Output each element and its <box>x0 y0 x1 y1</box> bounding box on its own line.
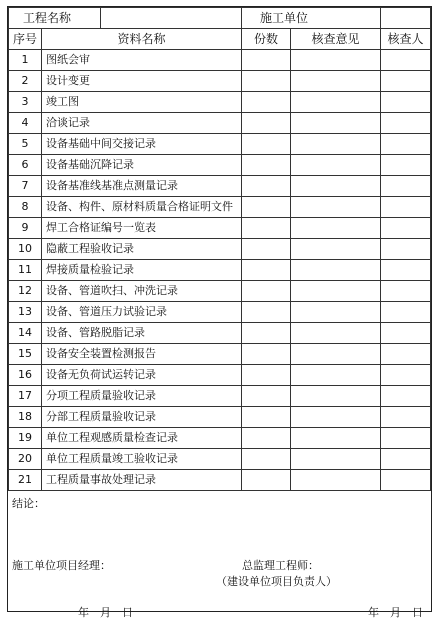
row-checker-cell[interactable] <box>381 302 431 323</box>
row-number: 9 <box>9 218 42 239</box>
row-copies-cell[interactable] <box>242 302 291 323</box>
row-doc-name: 设备、管路脱脂记录 <box>42 323 242 344</box>
row-opinion-cell[interactable] <box>291 71 381 92</box>
table-row <box>9 449 431 470</box>
row-opinion-cell[interactable] <box>291 365 381 386</box>
row-number: 6 <box>9 155 42 176</box>
table-row <box>9 239 431 260</box>
row-number: 20 <box>9 449 42 470</box>
row-number: 4 <box>9 113 42 134</box>
row-checker-cell[interactable] <box>381 134 431 155</box>
row-copies-cell[interactable] <box>242 260 291 281</box>
row-copies-cell[interactable] <box>242 281 291 302</box>
date-left: 年 月 日 <box>78 606 133 619</box>
row-doc-name: 设备无负荷试运转记录 <box>42 365 242 386</box>
row-doc-name: 设备基础沉降记录 <box>42 155 242 176</box>
row-number: 1 <box>9 50 42 71</box>
row-number: 2 <box>9 71 42 92</box>
conclusion-label: 结论： <box>12 497 45 510</box>
project-info-row <box>9 8 431 29</box>
col-opinion-header: 核查意见 <box>291 29 381 50</box>
row-checker-cell[interactable] <box>381 218 431 239</box>
row-checker-cell[interactable] <box>381 344 431 365</box>
row-doc-name: 竣工图 <box>42 92 242 113</box>
row-checker-cell[interactable] <box>381 470 431 491</box>
row-copies-cell[interactable] <box>242 92 291 113</box>
signature-section <box>8 491 431 627</box>
row-checker-cell[interactable] <box>381 71 431 92</box>
row-copies-cell[interactable] <box>242 113 291 134</box>
checklist-form <box>7 6 432 619</box>
row-doc-name: 设备、管道压力试验记录 <box>42 302 242 323</box>
row-doc-name: 设备基准线基准点测量记录 <box>42 176 242 197</box>
row-copies-cell[interactable] <box>242 386 291 407</box>
row-number: 19 <box>9 428 42 449</box>
row-doc-name: 设备、管道吹扫、冲洗记录 <box>42 281 242 302</box>
owner-rep-label: （建设单位项目负责人） <box>216 575 337 588</box>
row-checker-cell[interactable] <box>381 428 431 449</box>
row-doc-name: 隐蔽工程验收记录 <box>42 239 242 260</box>
row-checker-cell[interactable] <box>381 50 431 71</box>
row-opinion-cell[interactable] <box>291 218 381 239</box>
table-row <box>9 302 431 323</box>
row-number: 8 <box>9 197 42 218</box>
contractor-manager-label: 施工单位项目经理： <box>12 559 111 572</box>
row-opinion-cell[interactable] <box>291 113 381 134</box>
table-row <box>9 365 431 386</box>
row-opinion-cell[interactable] <box>291 260 381 281</box>
row-opinion-cell[interactable] <box>291 470 381 491</box>
row-number: 21 <box>9 470 42 491</box>
row-number: 7 <box>9 176 42 197</box>
row-opinion-cell[interactable] <box>291 92 381 113</box>
row-copies-cell[interactable] <box>242 176 291 197</box>
table-row <box>9 260 431 281</box>
date-right: 年 月 日 <box>368 606 423 619</box>
table-row <box>9 470 431 491</box>
row-opinion-cell[interactable] <box>291 323 381 344</box>
row-opinion-cell[interactable] <box>291 155 381 176</box>
row-copies-cell[interactable] <box>242 134 291 155</box>
row-checker-cell[interactable] <box>381 386 431 407</box>
row-checker-cell[interactable] <box>381 407 431 428</box>
row-copies-cell[interactable] <box>242 50 291 71</box>
row-copies-cell[interactable] <box>242 239 291 260</box>
table-row <box>9 323 431 344</box>
row-copies-cell[interactable] <box>242 470 291 491</box>
row-copies-cell[interactable] <box>242 344 291 365</box>
table-row <box>9 134 431 155</box>
chief-supervisor-label: 总监理工程师： <box>242 559 319 572</box>
row-doc-name: 设计变更 <box>42 71 242 92</box>
table-row <box>9 281 431 302</box>
row-number: 3 <box>9 92 42 113</box>
row-checker-cell[interactable] <box>381 197 431 218</box>
row-doc-name: 设备基础中间交接记录 <box>42 134 242 155</box>
row-checker-cell[interactable] <box>381 260 431 281</box>
row-opinion-cell[interactable] <box>291 302 381 323</box>
col-checker-header: 核查人 <box>381 29 431 50</box>
row-opinion-cell[interactable] <box>291 449 381 470</box>
row-copies-cell[interactable] <box>242 155 291 176</box>
col-seq-header: 序号 <box>9 29 42 50</box>
project-name-label: 工程名称 <box>23 11 72 25</box>
table-row <box>9 386 431 407</box>
row-number: 11 <box>9 260 42 281</box>
checklist-table <box>8 7 431 491</box>
row-checker-cell[interactable] <box>381 155 431 176</box>
table-row <box>9 197 431 218</box>
row-doc-name: 焊工合格证编号一览表 <box>42 218 242 239</box>
col-copies-header: 份数 <box>242 29 291 50</box>
row-doc-name: 焊接质量检验记录 <box>42 260 242 281</box>
row-number: 5 <box>9 134 42 155</box>
row-doc-name: 分部工程质量验收记录 <box>42 407 242 428</box>
table-row <box>9 50 431 71</box>
row-checker-cell[interactable] <box>381 113 431 134</box>
row-opinion-cell[interactable] <box>291 386 381 407</box>
table-row <box>9 92 431 113</box>
row-copies-cell[interactable] <box>242 365 291 386</box>
row-copies-cell[interactable] <box>242 218 291 239</box>
row-checker-cell[interactable] <box>381 92 431 113</box>
row-doc-name: 单位工程质量竣工验收记录 <box>42 449 242 470</box>
table-row <box>9 407 431 428</box>
row-doc-name: 分项工程质量验收记录 <box>42 386 242 407</box>
row-opinion-cell[interactable] <box>291 176 381 197</box>
row-copies-cell[interactable] <box>242 428 291 449</box>
table-row <box>9 113 431 134</box>
row-opinion-cell[interactable] <box>291 50 381 71</box>
row-copies-cell[interactable] <box>242 197 291 218</box>
row-opinion-cell[interactable] <box>291 134 381 155</box>
table-row <box>9 176 431 197</box>
row-opinion-cell[interactable] <box>291 407 381 428</box>
row-number: 16 <box>9 365 42 386</box>
row-checker-cell[interactable] <box>381 281 431 302</box>
row-doc-name: 设备、构件、原材料质量合格证明文件 <box>42 197 242 218</box>
row-number: 13 <box>9 302 42 323</box>
row-copies-cell[interactable] <box>242 407 291 428</box>
table-row <box>9 155 431 176</box>
row-doc-name: 图纸会审 <box>42 50 242 71</box>
table-row <box>9 71 431 92</box>
row-opinion-cell[interactable] <box>291 197 381 218</box>
row-doc-name: 洽谈记录 <box>42 113 242 134</box>
col-name-header: 资料名称 <box>42 29 242 50</box>
table-row <box>9 344 431 365</box>
row-doc-name: 工程质量事故处理记录 <box>42 470 242 491</box>
row-copies-cell[interactable] <box>242 449 291 470</box>
row-checker-cell[interactable] <box>381 365 431 386</box>
row-number: 12 <box>9 281 42 302</box>
row-number: 14 <box>9 323 42 344</box>
row-number: 15 <box>9 344 42 365</box>
row-number: 17 <box>9 386 42 407</box>
table-row <box>9 428 431 449</box>
row-checker-cell[interactable] <box>381 176 431 197</box>
row-number: 10 <box>9 239 42 260</box>
row-opinion-cell[interactable] <box>291 281 381 302</box>
construction-unit-label: 施工单位 <box>242 8 381 29</box>
row-copies-cell[interactable] <box>242 71 291 92</box>
row-checker-cell[interactable] <box>381 239 431 260</box>
project-name-cell <box>9 8 242 29</box>
row-doc-name: 设备安全装置检测报告 <box>42 344 242 365</box>
construction-unit-value[interactable] <box>381 8 431 29</box>
column-header-row <box>9 29 431 50</box>
row-checker-cell[interactable] <box>381 449 431 470</box>
row-opinion-cell[interactable] <box>291 344 381 365</box>
row-doc-name: 单位工程观感质量检查记录 <box>42 428 242 449</box>
table-row <box>9 218 431 239</box>
row-opinion-cell[interactable] <box>291 428 381 449</box>
row-opinion-cell[interactable] <box>291 239 381 260</box>
row-copies-cell[interactable] <box>242 323 291 344</box>
row-number: 18 <box>9 407 42 428</box>
row-checker-cell[interactable] <box>381 323 431 344</box>
